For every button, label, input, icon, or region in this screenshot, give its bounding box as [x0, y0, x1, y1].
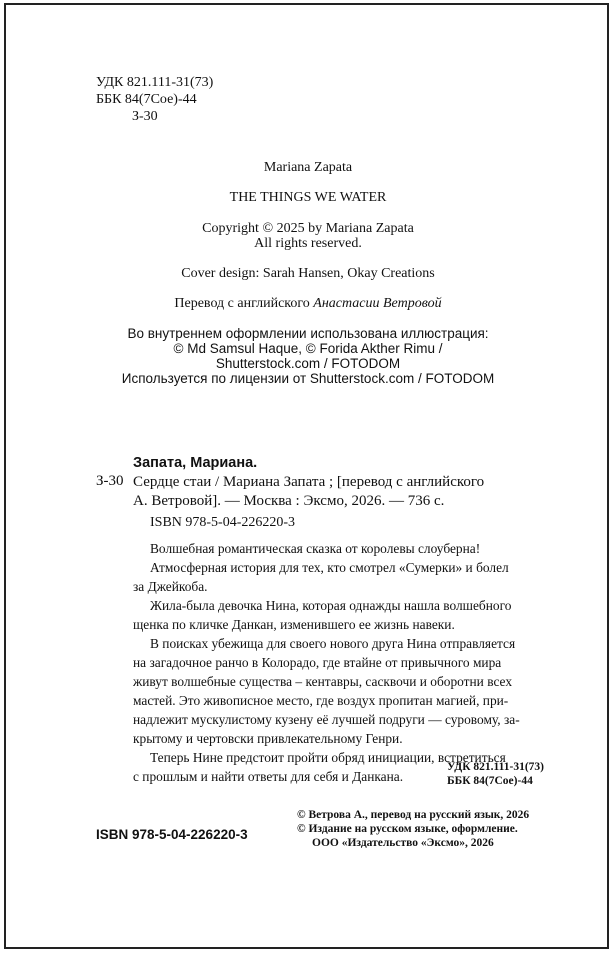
- translation-credit: [0, 296, 616, 312]
- udk-code: УДК 821.111-31(73): [96, 75, 214, 90]
- translation-prefix: Перевод с английского: [174, 296, 310, 311]
- annotation-line: мастей. Это живописное место, где воздух пропитан магией, при-: [133, 693, 509, 708]
- author-mark: З-30: [132, 109, 158, 124]
- annotation-line: живут волшебные существа – кентавры, сасквочи и оборотни всех: [133, 674, 513, 689]
- annotation-line: крытому и чертовски привлекательному Генри.: [133, 731, 403, 746]
- udk-block-top: [96, 74, 213, 125]
- annotation-line: Жила-была девочка Нина, которая однажды нашла волшебного: [150, 598, 512, 613]
- illustration-line: Shutterstock.com / FOTODOM: [215, 356, 401, 371]
- copyright-block: [0, 221, 616, 251]
- annotation-line: Атмосферная история для тех, кто смотрел «Сумерки» и болел: [150, 560, 509, 575]
- catalog-isbn: ISBN 978-5-04-226220-3: [150, 515, 296, 530]
- translator-name: Анастасии Ветровой: [313, 296, 442, 311]
- cover-design-credit: Cover design: Sarah Hansen, Okay Creations: [181, 266, 435, 281]
- isbn-footer: ISBN 978-5-04-226220-3: [96, 827, 248, 842]
- annotation-line: щенка по кличке Данкан, изменившего ее жизнь навеки.: [133, 617, 455, 632]
- illustration-credit: [0, 326, 616, 386]
- catalog-author-heading: Запата, Мариана.: [133, 455, 258, 471]
- annotation-line: надлежит мускулистому кузену её лучшей подруги — суровому, за-: [133, 712, 520, 727]
- illustration-line: Во внутреннем оформлении использована иллюстрация:: [127, 326, 489, 341]
- annotation-line: В поисках убежища для своего нового друга Нина отправляется: [150, 636, 516, 651]
- catalog-mark: З-30: [96, 473, 124, 489]
- title-en: THE THINGS WE WATER: [229, 190, 387, 205]
- illustration-line: Используется по лицензии от Shutterstock.com / FOTODOM: [121, 371, 495, 386]
- udk-code: УДК 821.111-31(73): [447, 761, 544, 773]
- annotation-line: на загадочное ранчо в Колорадо, где втайне от привычного мира: [133, 655, 502, 670]
- catalog-description: [133, 473, 484, 511]
- rights-line: © Ветрова А., перевод на русский язык, 2026: [297, 809, 530, 821]
- annotation-line: с прошлым и найти ответы для себя и Данкана.: [133, 769, 404, 784]
- rights-line: © Издание на русском языке, оформление.: [297, 823, 518, 835]
- catalog-line: Сердце стаи / Мариана Запата ; [перевод с английского: [133, 474, 485, 490]
- author-name-en: Mariana Zapata: [263, 160, 353, 175]
- udk-block-bottom: [447, 760, 544, 788]
- rights-line: ООО «Издательство «Эксмо», 2026: [312, 837, 494, 849]
- bbk-code: ББК 84(7Сое)-44: [96, 92, 197, 107]
- annotation: [133, 539, 520, 786]
- bbk-code: ББК 84(7Сое)-44: [447, 775, 533, 787]
- rights-reserved: All rights reserved.: [254, 236, 362, 251]
- copyright-line: Copyright © 2025 by Mariana Zapata: [202, 221, 414, 236]
- annotation-line: Волшебная романтическая сказка от королевы слоуберна!: [150, 541, 481, 556]
- rights-block: [297, 808, 529, 850]
- catalog-line: А. Ветровой]. — Москва : Эксмо, 2026. — 736 с.: [133, 493, 445, 509]
- annotation-line: Теперь Нине предстоит пройти обряд инициации, встретиться: [150, 750, 506, 765]
- illustration-line: © Md Samsul Haque, © Forida Akther Rimu /: [173, 341, 443, 356]
- annotation-line: за Джейкоба.: [133, 579, 208, 594]
